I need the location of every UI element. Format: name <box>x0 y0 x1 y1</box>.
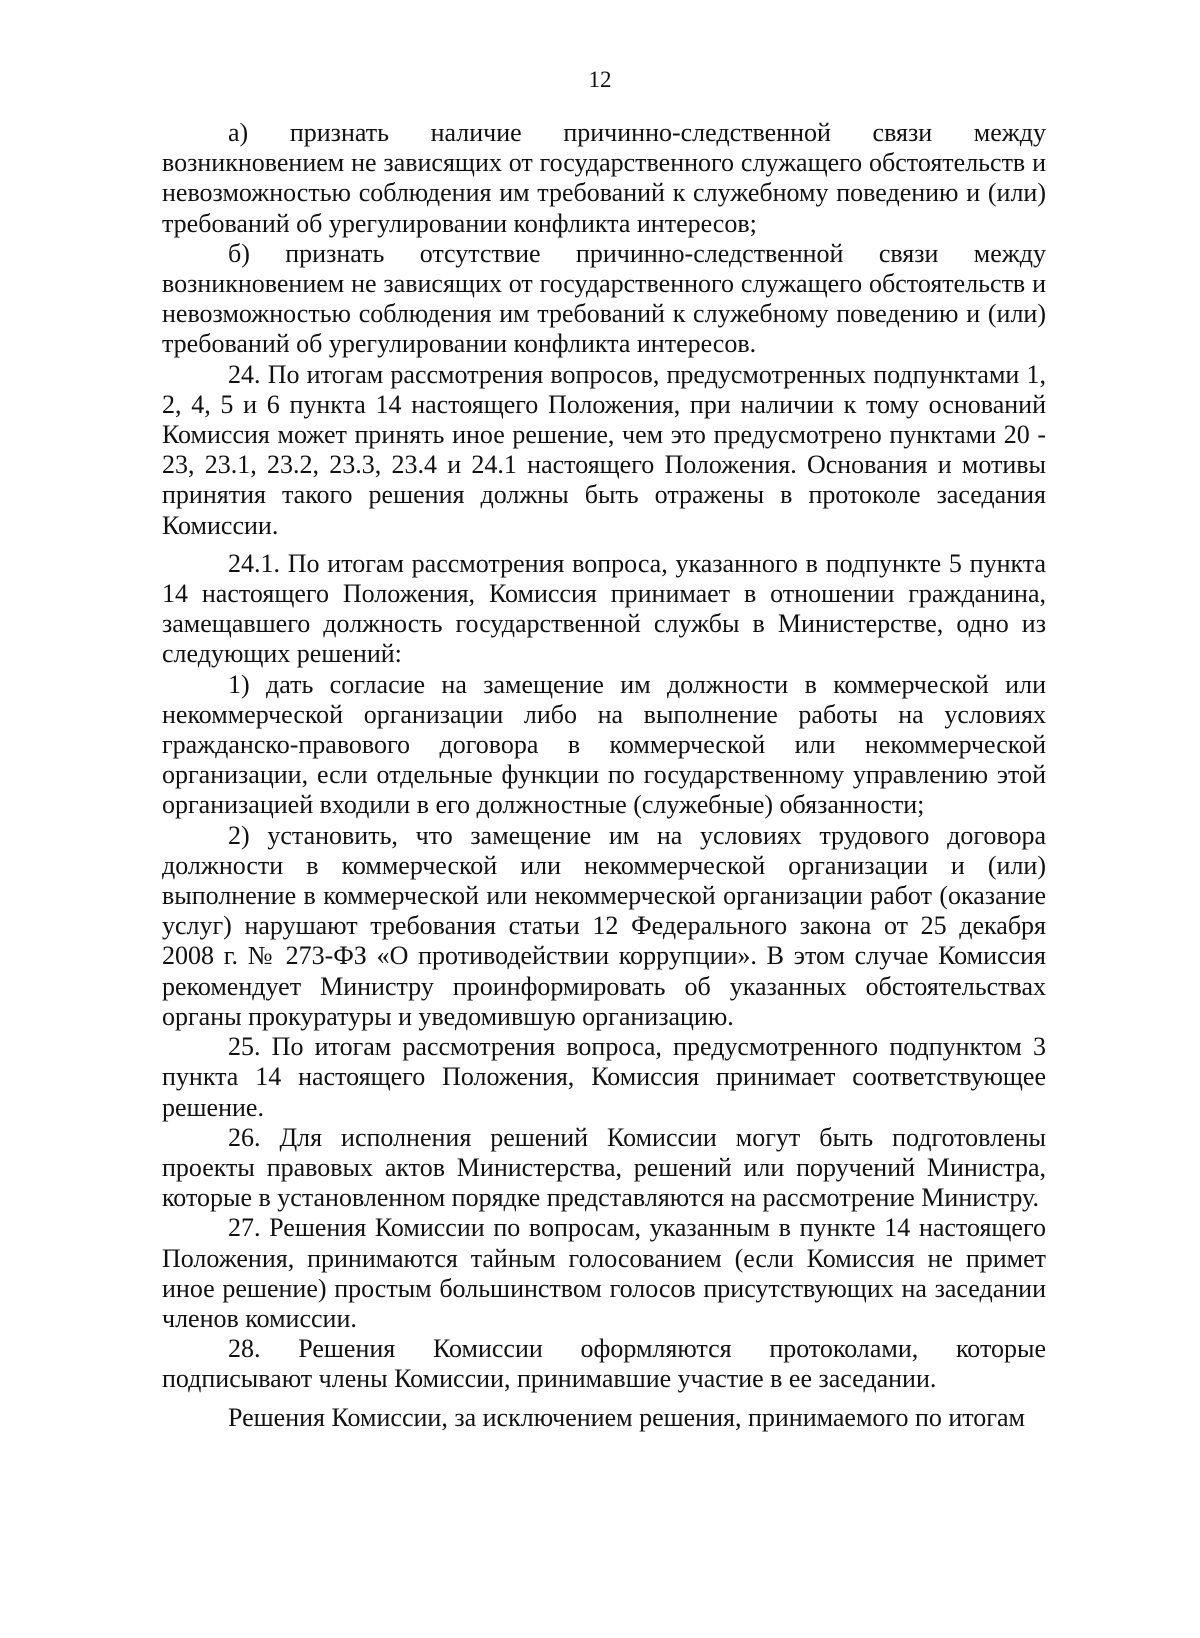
paragraph-24-1: 24.1. По итогам рассмотрения вопроса, указанного в подпункте 5 пункта 14 настоящего Положения, Комиссия принимает в отношении гражданина, замещавшего должность государственной службы в Министерстве, одно из следующих решений: <box>162 548 1046 669</box>
paragraph-23b: б) признать отсутствие причинно-следственной связи между возникновением не зависящих от государственного служащего обстоятельств и невозможностью соблюдения им требований к служебному поведению и (или) требований об урегулировании конфликта интересов. <box>162 238 1046 359</box>
paragraph-25: 25. По итогам рассмотрения вопроса, предусмотренного подпунктом 3 пункта 14 настоящего Положения, Комиссия принимает соответствующее решение. <box>162 1032 1046 1122</box>
paragraph-28: 28. Решения Комиссии оформляются протоколами, которые подписывают члены Комиссии, принимавшие участие в ее заседании. <box>162 1334 1046 1394</box>
paragraph-26: 26. Для исполнения решений Комиссии могут быть подготовлены проекты правовых актов Министерства, решений или поручений Министра, которые в установленном порядке представляются на рассмотрение Министру. <box>162 1122 1046 1213</box>
paragraph-23a: а) признать наличие причинно-следственной связи между возникновением не зависящих от государственного служащего обстоятельств и невозможностью соблюдения им требований к служебному поведению и (или) требований об урегулировании конфликта интересов; <box>162 118 1046 238</box>
paragraph-24-1-item-1: 1) дать согласие на замещение им должности в коммерческой или некоммерческой организации либо на выполнение работы на условиях гражданско-правового договора в коммерческой или некоммерческой организации, если отдельные функции по государственному управлению этой организацией входили в его должностные (служебные) обязанности; <box>162 669 1046 820</box>
document-body <box>162 118 1046 1433</box>
page-number: 12 <box>588 67 612 92</box>
paragraph-27: 27. Решения Комиссии по вопросам, указанным в пункте 14 настоящего Положения, принимаются тайным голосованием (если Комиссия не примет иное решение) простым большинством голосов присутствующих на заседании членов комиссии. <box>162 1213 1046 1333</box>
paragraph-24: 24. По итогам рассмотрения вопросов, предусмотренных подпунктами 1, 2, 4, 5 и 6 пункта 14 настоящего Положения, при наличии к тому оснований Комиссия может принять иное решение, чем это предусмотрено пунктами 20 - 23, 23.1, 23.2, 23.3, 23.4 и 24.1 настоящего Положения. Основания и мотивы принятия такого решения должны быть отражены в протоколе заседания Комиссии. <box>162 359 1046 540</box>
paragraph-28-continued: Решения Комиссии, за исключением решения, принимаемого по итогам <box>228 1402 1025 1432</box>
paragraph-24-1-item-2: 2) установить, что замещение им на условиях трудового договора должности в коммерческой или некоммерческой организации и (или) выполнение в коммерческой или некоммерческой организации работ (оказание услуг) нарушают требования статьи 12 Федерального закона от 25 декабря 2008 г. № 273-ФЗ «О противодействии коррупции». В этом случае Комиссия рекомендует Министру проинформировать об указанных обстоятельствах органы прокуратуры и уведомившую организацию. <box>162 820 1046 1031</box>
